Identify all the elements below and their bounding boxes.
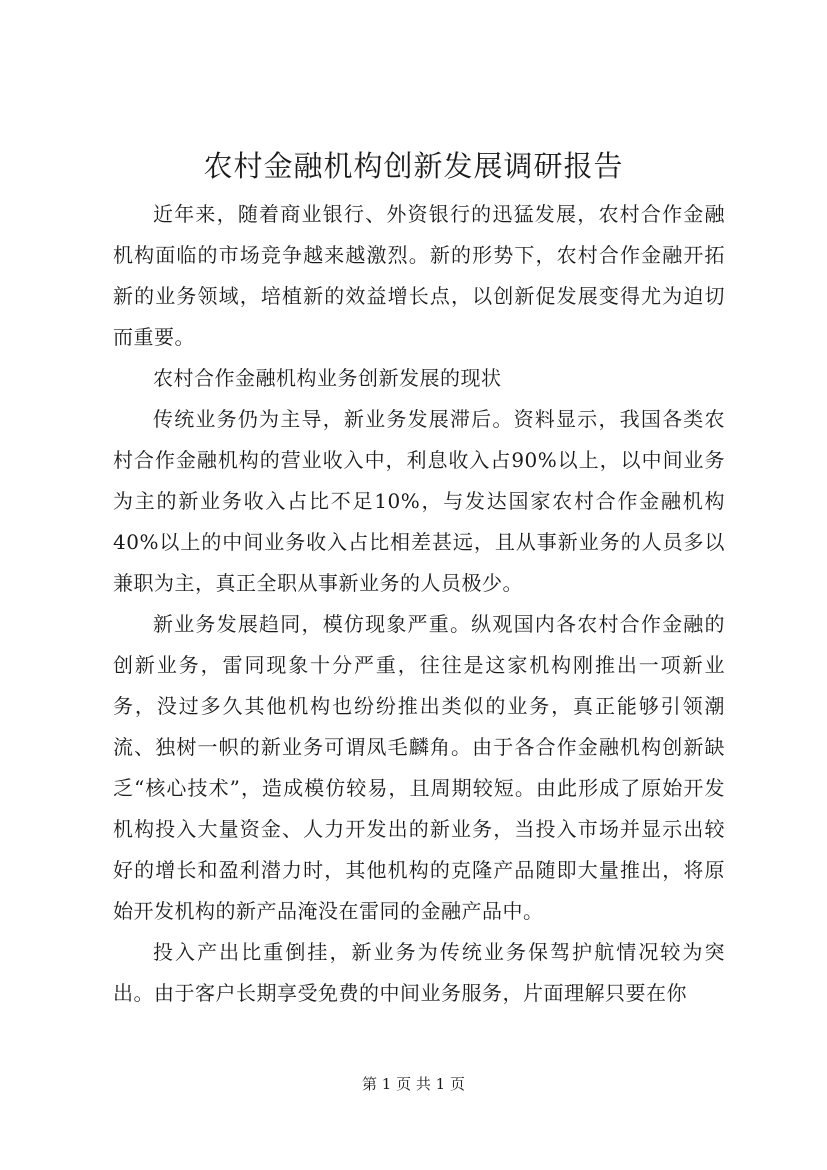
section-heading: 农村合作金融机构业务创新发展的现状 [153, 366, 502, 390]
page-footer: 第 1 页 共 1 页 [362, 1075, 465, 1093]
paragraph-traditional-business: 传统业务仍为主导，新业务发展滞后。资料显示，我国各类农村合作金融机构的营业收入中，利息收入占90%以上，以中间业务为主的新业务收入占比不足10%，与发达国家农村合作金融机构40%以上的中间业务收入占比相差甚远，且从事新业务的人员多以兼职为主，真正全职从事新业务的人员极少。 [113, 407, 725, 595]
paragraph-input-output: 投入产出比重倒挂，新业务为传统业务保驾护航情况较为突出。由于客户长期享受免费的中间业务服务，片面理解只要在你 [113, 940, 725, 1005]
document-body [113, 194, 725, 1014]
paragraph-intro: 近年来，随着商业银行、外资银行的迅猛发展，农村合作金融机构面临的市场竞争越来越激烈。新的形势下，农村合作金融开拓新的业务领域，培植新的效益增长点，以创新促发展变得尤为迫切而重要。 [113, 202, 725, 349]
document-title: 农村金融机构创新发展调研报告 [203, 149, 624, 183]
paragraph-business-convergence: 新业务发展趋同，模仿现象严重。纵观国内各农村合作金融的创新业务，雷同现象十分严重，往往是这家机构刚推出一项新业务，没过多久其他机构也纷纷推出类似的业务，真正能够引领潮流、独树一帜的新业务可谓凤毛麟角。由于各合作金融机构创新缺乏“核心技术”，造成模仿较易，且周期较短。由此形成了原始开发机构投入大量资金、人力开发出的新业务，当投入市场并显示出较好的增长和盈利潜力时，其他机构的克隆产品随即大量推出，将原始开发机构的新产品淹没在雷同的金融产品中。 [113, 612, 725, 923]
